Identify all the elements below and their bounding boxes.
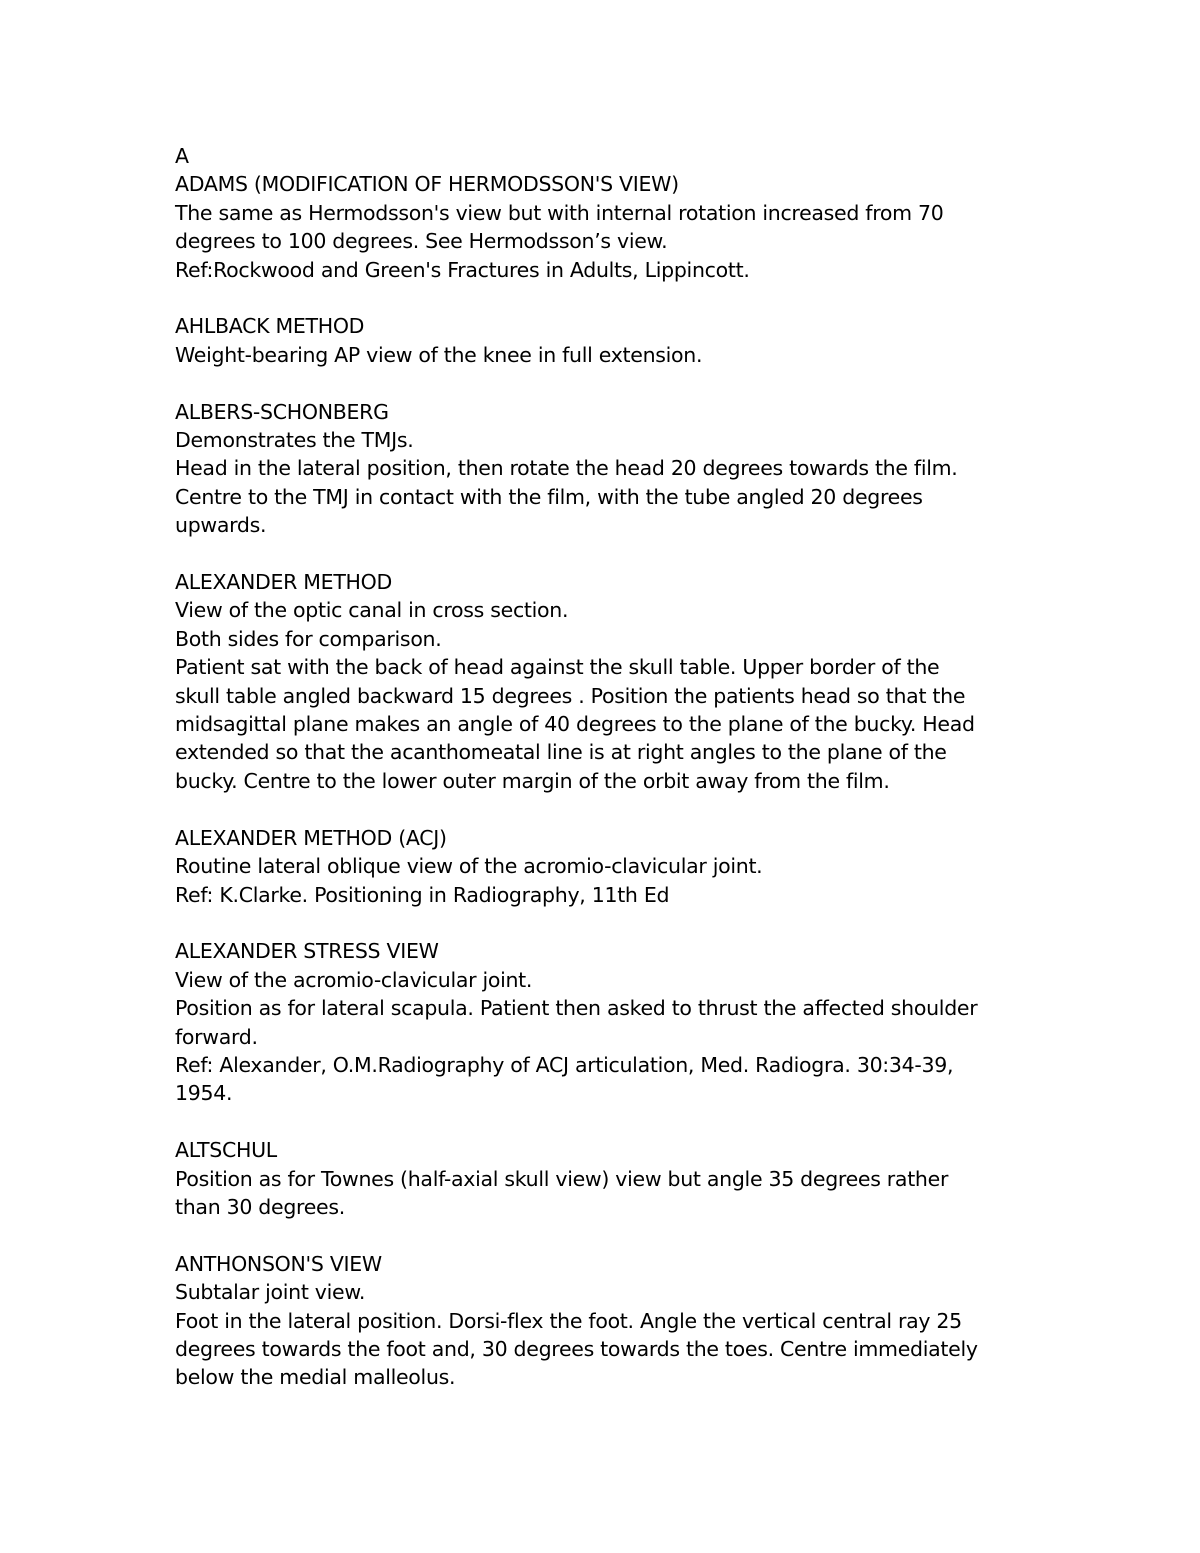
entry-text-line: midsagittal plane makes an angle of 40 degrees to the plane of the bucky. Head: [175, 712, 975, 737]
entry-text-line: skull table angled backward 15 degrees . Position the patients head so that the: [175, 683, 966, 708]
entry-text-line: Subtalar joint view.: [175, 1280, 366, 1305]
section-letter: A: [175, 144, 189, 168]
entry-text-line: extended so that the acanthomeatal line is at right angles to the plane of the: [175, 740, 947, 765]
entry-text-line: View of the acromio-clavicular joint.: [175, 967, 533, 992]
entry-text-line: Head in the lateral position, then rotate the head 20 degrees towards the film.: [175, 456, 958, 481]
entry-adams: [175, 170, 1035, 284]
entry-text-line: bucky. Centre to the lower outer margin of the orbit away from the film.: [175, 768, 890, 793]
entry-heading: ALEXANDER METHOD: [175, 570, 392, 595]
entry-text-line: Ref:Rockwood and Green's Fractures in Adults, Lippincott.: [175, 257, 750, 282]
entry-text-line: Routine lateral oblique view of the acromio-clavicular joint.: [175, 854, 763, 879]
entry-heading: ANTHONSON'S VIEW: [175, 1251, 382, 1276]
entry-text-line: than 30 degrees.: [175, 1194, 345, 1219]
entry-heading: ALTSCHUL: [175, 1138, 277, 1163]
entry-albers-schonberg: [175, 398, 1035, 540]
entry-text-line: forward.: [175, 1024, 258, 1049]
entry-anthonsons-view: [175, 1250, 1035, 1392]
entry-text-line: View of the optic canal in cross section.: [175, 598, 569, 623]
entry-alexander-stress-view: [175, 937, 1035, 1107]
entry-text-line: Ref: K.Clarke. Positioning in Radiography, 11th Ed: [175, 882, 670, 907]
entry-ahlback-method: [175, 312, 1035, 369]
document-page: [175, 142, 1035, 1392]
entry-text-line: Demonstrates the TMJs.: [175, 428, 414, 453]
entry-text-line: Ref: Alexander, O.M.Radiography of ACJ articulation, Med. Radiogra. 30:34-39,: [175, 1052, 954, 1077]
entry-text-line: Centre to the TMJ in contact with the film, with the tube angled 20 degrees: [175, 484, 923, 509]
entry-altschul: [175, 1136, 1035, 1221]
entry-text-line: Position as for Townes (half-axial skull view) view but angle 35 degrees rather: [175, 1166, 949, 1191]
entry-text-line: Both sides for comparison.: [175, 626, 442, 651]
entry-text-line: degrees towards the foot and, 30 degrees towards the toes. Centre immediately: [175, 1336, 978, 1361]
entry-heading: ALEXANDER STRESS VIEW: [175, 939, 439, 964]
entry-text-line: 1954.: [175, 1081, 233, 1106]
entry-heading: ADAMS (MODIFICATION OF HERMODSSON'S VIEW): [175, 172, 679, 197]
entry-text-line: Foot in the lateral position. Dorsi-flex the foot. Angle the vertical central ray 25: [175, 1308, 962, 1333]
entry-text-line: Patient sat with the back of head against the skull table. Upper border of the: [175, 655, 940, 680]
entry-heading: ALBERS-SCHONBERG: [175, 399, 389, 424]
entry-heading: AHLBACK METHOD: [175, 314, 365, 339]
entry-text-line: Weight-bearing AP view of the knee in full extension.: [175, 342, 703, 367]
entry-alexander-method-acj: [175, 824, 1035, 909]
entry-text-line: degrees to 100 degrees. See Hermodsson’s view.: [175, 229, 668, 254]
entry-text-line: The same as Hermodsson's view but with internal rotation increased from 70: [175, 200, 944, 225]
entry-heading: ALEXANDER METHOD (ACJ): [175, 825, 447, 850]
entry-text-line: upwards.: [175, 513, 267, 538]
entry-text-line: Position as for lateral scapula. Patient then asked to thrust the affected shoulder: [175, 996, 978, 1021]
entry-alexander-method: [175, 568, 1035, 795]
entry-text-line: below the medial malleolus.: [175, 1365, 456, 1390]
